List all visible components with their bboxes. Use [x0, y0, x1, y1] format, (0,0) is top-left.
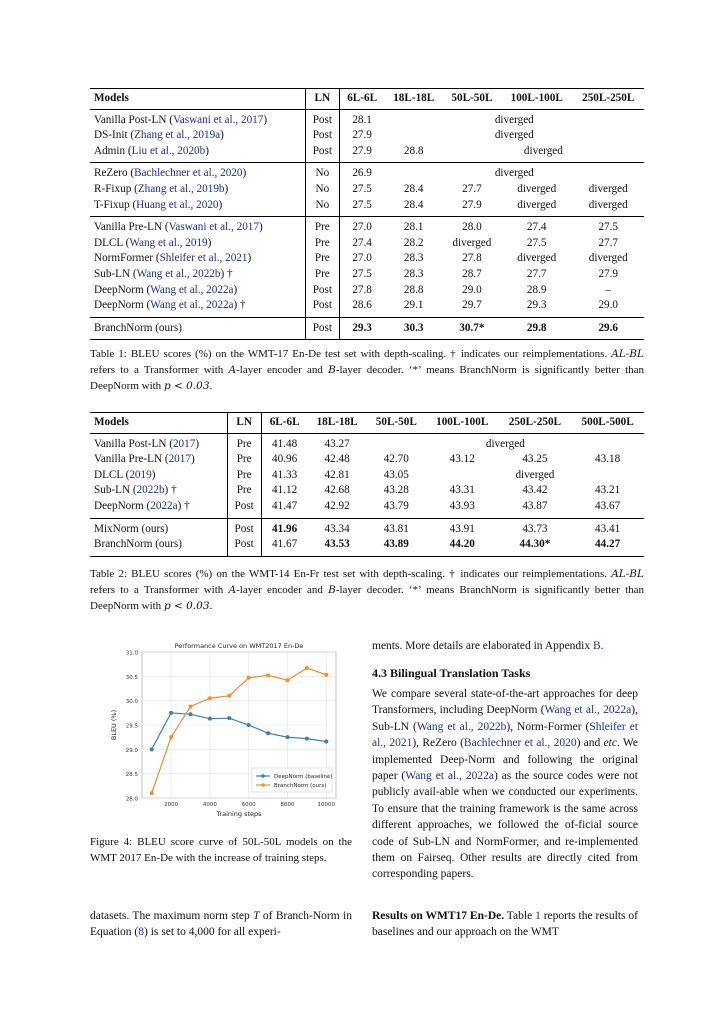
right-column-intro: ments. More details are elaborated in Appendix B. — [372, 640, 604, 652]
model-name-cell — [90, 198, 306, 217]
model-name-cell — [90, 109, 306, 128]
x-tick-label: 8000 — [280, 802, 295, 808]
column-header: LN — [227, 413, 261, 434]
score-cell: 43.28 — [383, 484, 409, 497]
data-point — [150, 791, 154, 795]
score-cell: 43.53 — [308, 537, 367, 556]
score-cell: 41.12 — [272, 484, 298, 497]
data-point — [150, 747, 154, 751]
model-name-suffix: ) — [258, 221, 263, 234]
model-name-suffix: ) † — [233, 299, 246, 312]
model-name-cell — [90, 433, 227, 452]
table-row — [90, 144, 644, 163]
model-name-cell — [90, 483, 227, 499]
data-point — [266, 731, 270, 735]
model-name-cell — [90, 144, 306, 163]
score-cell: diverged — [588, 252, 628, 265]
score-cell: 28.1 — [339, 109, 385, 128]
score-cell: diverged — [517, 182, 557, 195]
score-cell: 42.48 — [324, 453, 350, 466]
citation-link[interactable]: Zhang et al., 2019b — [137, 182, 225, 195]
score-cell: 27.5 — [352, 267, 372, 280]
ln-cell: Pre — [306, 236, 340, 252]
y-tick-label: 30.0 — [125, 699, 138, 706]
score-cell: 44.30* — [499, 537, 572, 556]
score-cell: 44.20 — [426, 537, 499, 556]
score-cell: 27.5 — [352, 198, 372, 211]
table-row — [90, 317, 644, 340]
model-name-suffix: ) — [263, 113, 268, 126]
legend-label: BranchNorm (ours) — [274, 783, 327, 789]
x-tick-label: 4000 — [202, 802, 217, 808]
data-point — [286, 678, 290, 682]
data-point — [208, 696, 212, 700]
score-cell: 27.5 — [352, 182, 372, 195]
model-name-suffix: ) — [207, 236, 212, 249]
table-row — [90, 452, 644, 468]
column-header: 6L-6L — [339, 89, 385, 110]
x-axis-label: Training steps — [216, 810, 262, 818]
table-row — [90, 518, 644, 537]
model-name-suffix: ) — [205, 144, 209, 157]
citation-link[interactable]: 2022a — [150, 499, 178, 512]
score-cell: 27.0 — [339, 217, 385, 236]
score-cell: 29.3 — [339, 317, 385, 340]
data-point — [305, 737, 309, 741]
model-name-suffix: ) — [190, 453, 195, 466]
model-name: DeepNorm ( — [94, 283, 151, 296]
model-name-cell — [90, 468, 227, 484]
model-name-suffix: ) † — [177, 499, 190, 512]
score-cell: 28.3 — [403, 267, 424, 280]
score-cell: 27.7 — [526, 267, 547, 280]
ln-cell: Pre — [227, 468, 261, 484]
score-cell: 42.68 — [324, 484, 350, 497]
model-name: MixNorm (ours) — [94, 522, 169, 535]
citation-link[interactable]: Bachlechner et al., 2020 — [463, 737, 577, 750]
table-row — [90, 163, 644, 182]
diverged-span-cell: diverged — [385, 163, 644, 182]
score-cell: 43.89 — [367, 537, 426, 556]
model-name: Vanilla Post-LN ( — [94, 113, 173, 126]
y-tick-label: 30.5 — [125, 674, 138, 681]
column-header: LN — [306, 89, 340, 110]
model-name-suffix: ) — [233, 283, 238, 296]
score-cell: 28.8 — [403, 283, 424, 296]
ln-cell: Pre — [306, 251, 340, 267]
y-tick-label: 28.5 — [125, 772, 138, 779]
data-point — [305, 666, 309, 670]
score-cell: 29.7 — [462, 299, 482, 312]
model-name-suffix: ) — [218, 198, 223, 211]
equation-link[interactable]: 8 — [138, 926, 144, 939]
ln-cell: Post — [306, 298, 340, 317]
model-name-suffix: ) — [195, 437, 200, 450]
score-cell: 28.4 — [403, 198, 424, 211]
score-cell: 43.21 — [595, 484, 621, 497]
model-name-cell — [90, 518, 227, 537]
model-name-suffix: ) † — [220, 267, 233, 280]
table-row — [90, 433, 644, 452]
score-cell: 27.8 — [462, 252, 482, 265]
data-point — [266, 673, 270, 677]
model-name-cell — [90, 537, 227, 556]
ln-cell: Post — [227, 537, 261, 556]
score-cell: 30.7* — [443, 317, 501, 340]
column-header: 250L-250L — [572, 89, 644, 110]
table-row — [90, 537, 644, 556]
legend-label: DeepNorm (baseline) — [274, 774, 333, 780]
y-tick-label: 29.5 — [125, 723, 138, 730]
score-cell: 43.81 — [367, 518, 426, 537]
ln-cell: Post — [306, 283, 340, 299]
table-row — [90, 251, 644, 267]
model-name: DLCL ( — [94, 236, 130, 249]
score-cell: 28.8 — [403, 144, 424, 157]
citation-link[interactable]: Wang et al., 2022b — [136, 267, 221, 280]
score-cell: 43.18 — [595, 453, 621, 466]
data-point — [227, 716, 231, 720]
column-header: 50L-50L — [367, 413, 426, 434]
table-link[interactable]: 1 — [535, 910, 541, 922]
score-cell: 43.91 — [426, 518, 499, 537]
score-cell: 27.7 — [462, 182, 482, 195]
model-name: DS-Init ( — [94, 129, 135, 142]
score-cell: 27.4 — [352, 236, 372, 249]
model-name-cell — [90, 298, 306, 317]
citation-link[interactable]: Zhang et al., 2019a — [134, 129, 221, 142]
score-cell: 41.96 — [261, 518, 307, 537]
citation-link[interactable]: Vaswani et al., 2017 — [168, 221, 259, 234]
citation-link[interactable]: Wang et al., 2019 — [129, 236, 208, 249]
citation-link[interactable]: Wang et al., 2022a — [405, 770, 494, 783]
appendix-link[interactable]: B — [593, 640, 601, 652]
model-name-suffix: ) — [224, 182, 229, 195]
score-cell: 27.9 — [462, 198, 482, 211]
citation-link[interactable]: Wang et al., 2022b — [416, 720, 507, 733]
ln-cell: Pre — [227, 433, 261, 452]
data-point — [189, 712, 193, 716]
model-name-suffix: ) — [247, 252, 252, 265]
data-point — [208, 717, 212, 721]
table-row — [90, 109, 644, 128]
table-row — [90, 298, 644, 317]
score-cell: 28.6 — [352, 299, 372, 312]
column-header: 50L-50L — [443, 89, 501, 110]
score-cell: 29.0 — [462, 283, 482, 296]
score-cell: 29.1 — [403, 299, 424, 312]
score-cell: 43.31 — [449, 484, 475, 497]
section-paragraph: We compare several state-of-the-art approaches for deep Transformers, including DeepNorm (Wang et al., 2022a), Sub-LN (Wang et al., 2022b), Norm-Former (Shleifer et al., 2021), ReZero (Bachlechner et al., 2020) and etc. We implemented Deep-Norm and following the original paper (Wang et al., 2022a) as the source codes were not publicly avail-able when we conducted our experiments. To ensure that the training framework is the same across different approaches, we followed the of-ficial source code of Sub-LN and NormFormer, and re-implemented them on Fairseq. Other results are directly cited from corresponding papers. — [372, 688, 638, 881]
model-name-cell — [90, 236, 306, 252]
model-name: Vanilla Pre-LN ( — [94, 221, 169, 234]
data-point — [189, 705, 193, 709]
y-tick-label: 28.0 — [125, 796, 138, 803]
ln-cell: Post — [227, 518, 261, 537]
table-row — [90, 483, 644, 499]
diverged-span-cell: diverged — [515, 468, 555, 481]
ln-cell: Post — [227, 499, 261, 518]
model-name: Vanilla Pre-LN ( — [94, 453, 169, 466]
column-header: 100L-100L — [426, 413, 499, 434]
model-name: NormFormer ( — [94, 252, 160, 265]
table-row — [90, 198, 644, 217]
score-cell: 41.67 — [261, 537, 307, 556]
citation-link[interactable]: 2019 — [129, 468, 152, 481]
citation-link[interactable]: Wang et al., 2022a — [544, 704, 632, 717]
y-tick-label: 29.0 — [125, 747, 138, 754]
data-point — [324, 673, 328, 677]
model-name: Admin ( — [94, 144, 132, 157]
column-header: 500L-500L — [571, 413, 644, 434]
citation-link[interactable]: 2022b — [136, 484, 165, 497]
score-cell: 26.9 — [339, 163, 385, 182]
table-row — [90, 468, 644, 484]
score-cell: diverged — [588, 198, 628, 211]
ln-cell: No — [306, 198, 340, 217]
results-heading: Results on WMT17 En-De. — [372, 910, 505, 922]
column-header: 18L-18L — [385, 89, 443, 110]
model-name-cell — [90, 267, 306, 283]
ln-cell: Post — [306, 144, 340, 163]
model-name: T-Fixup ( — [94, 198, 137, 211]
y-axis-label: BLEU (%) — [110, 709, 118, 741]
citation-link[interactable]: 2017 — [172, 437, 196, 450]
model-name-cell — [90, 317, 306, 340]
citation-link[interactable]: 2017 — [168, 453, 191, 466]
table-header-row — [90, 413, 644, 434]
model-name: BranchNorm (ours) — [94, 321, 182, 334]
x-tick-label: 2000 — [164, 802, 179, 808]
model-name: DeepNorm ( — [94, 499, 151, 512]
score-cell: 28.1 — [385, 217, 443, 236]
score-cell: 42.81 — [324, 468, 350, 481]
citation-link[interactable]: Liu et al., 2020b — [131, 144, 206, 157]
score-cell: diverged — [452, 236, 492, 249]
score-cell: 30.3 — [385, 317, 443, 340]
score-cell: 29.3 — [526, 299, 547, 312]
score-cell: 27.8 — [352, 283, 372, 296]
column-header: 18L-18L — [308, 413, 367, 434]
citation-link[interactable]: Huang et al., 2020 — [136, 198, 219, 211]
model-name: Sub-LN ( — [94, 267, 137, 280]
left-column-paragraph: datasets. The maximum norm step T of Branch-Norm in Equation (8) is set to 4,000 for all experi- — [90, 910, 352, 939]
score-cell: 43.25 — [522, 453, 548, 466]
score-cell: – — [605, 283, 612, 296]
table-row — [90, 499, 644, 518]
model-name-cell — [90, 128, 306, 144]
score-cell: 43.67 — [595, 499, 621, 512]
legend-marker — [261, 783, 265, 787]
table-row — [90, 267, 644, 283]
ln-cell: Post — [306, 109, 340, 128]
legend-marker — [261, 774, 265, 778]
score-cell: diverged — [517, 198, 557, 211]
score-cell: 43.87 — [522, 499, 548, 512]
x-tick-label: 6000 — [241, 802, 256, 808]
score-cell: 41.48 — [261, 433, 307, 452]
diverged-span-cell: diverged — [367, 433, 644, 452]
score-cell: 27.4 — [501, 217, 572, 236]
score-cell: 28.7 — [462, 267, 482, 280]
citation-link[interactable]: Shleifer et al., 2021 — [372, 720, 638, 750]
score-cell: 27.9 — [352, 129, 372, 142]
ln-cell: Post — [306, 317, 340, 340]
model-name-cell — [90, 452, 227, 468]
score-cell: diverged — [517, 252, 557, 265]
model-name-cell — [90, 217, 306, 236]
table-2-caption: Table 2: BLEU scores (%) on the WMT-14 En-Fr test set with depth-scaling. † indicates our reimplementations. AL-BL refers to a Transformer with A-layer encoder and B-layer decoder. ‘*’ means BranchNorm is significantly better than DeepNorm with p < 0.03. — [90, 568, 645, 612]
data-point — [169, 735, 173, 739]
column-header: Models — [90, 413, 227, 434]
score-cell: 42.92 — [324, 499, 350, 512]
data-point — [247, 723, 251, 727]
citation-link[interactable]: Vaswani et al., 2017 — [172, 113, 264, 126]
score-cell: 27.9 — [352, 144, 372, 157]
column-header: 6L-6L — [261, 413, 307, 434]
column-header: Models — [90, 89, 306, 110]
score-cell: 43.93 — [449, 499, 475, 512]
citation-link[interactable]: Wang et al., 2022a — [150, 299, 234, 312]
score-cell: 41.47 — [272, 499, 298, 512]
data-point — [324, 740, 328, 744]
score-cell: 41.33 — [272, 468, 298, 481]
figure-4-chart — [90, 638, 352, 828]
score-cell: 29.8 — [501, 317, 572, 340]
column-header: 250L-250L — [499, 413, 572, 434]
score-cell: 28.4 — [403, 182, 424, 195]
table-1-caption: Table 1: BLEU scores (%) on the WMT-17 En-De test set with depth-scaling. † indicates our reimplementations. AL-BL refers to a Transformer with A-layer encoder and B-layer decoder. ‘*’ means BranchNorm is significantly better than DeepNorm with p < 0.03. — [90, 348, 645, 392]
ln-cell: Pre — [306, 217, 340, 236]
score-cell: 43.41 — [571, 518, 644, 537]
table-2 — [90, 412, 644, 557]
ln-cell: Pre — [227, 483, 261, 499]
ln-cell: No — [306, 163, 340, 182]
y-tick-label: 31.0 — [125, 650, 138, 657]
score-cell: 27.9 — [598, 267, 619, 280]
score-cell: 27.0 — [352, 252, 372, 265]
score-cell: 44.27 — [571, 537, 644, 556]
model-name-cell — [90, 182, 306, 198]
score-cell: 43.12 — [449, 453, 475, 466]
table-header-row — [90, 89, 644, 110]
table-row — [90, 128, 644, 144]
model-name-suffix: ) † — [164, 484, 177, 497]
data-point — [247, 676, 251, 680]
score-cell: 28.0 — [443, 217, 501, 236]
table-1 — [90, 88, 644, 340]
figure-4-caption: Figure 4: BLEU score curve of 50L-50L models on the WMT 2017 En-De with the increase of training steps. — [90, 836, 352, 864]
score-cell: 43.79 — [383, 499, 409, 512]
model-name: BranchNorm (ours) — [94, 538, 182, 551]
score-cell: 42.70 — [383, 453, 409, 466]
column-header: 100L-100L — [501, 89, 572, 110]
ln-cell: Post — [306, 128, 340, 144]
table-row — [90, 283, 644, 299]
chart-title: Performance Curve on WMT2017 En-De — [174, 642, 304, 650]
score-cell: 43.27 — [308, 433, 367, 452]
model-name-suffix: ) — [151, 468, 156, 481]
citation-link[interactable]: Bachlechner et al., 2020 — [134, 167, 243, 180]
citation-link[interactable]: Shleifer et al., 2021 — [159, 252, 248, 265]
score-cell: 28.2 — [403, 236, 424, 249]
diverged-span-cell: diverged — [494, 129, 534, 142]
model-name-suffix: ) — [242, 167, 247, 180]
model-name-cell — [90, 499, 227, 518]
model-name-cell — [90, 283, 306, 299]
model-name: Sub-LN ( — [94, 484, 137, 497]
score-cell: 43.42 — [522, 484, 548, 497]
score-cell: 27.7 — [598, 236, 619, 249]
score-cell: 27.5 — [572, 217, 644, 236]
ln-cell: Pre — [306, 267, 340, 283]
ln-cell: Pre — [227, 452, 261, 468]
model-name-cell — [90, 163, 306, 182]
model-name: DeepNorm ( — [94, 299, 151, 312]
score-cell: 43.73 — [499, 518, 572, 537]
data-point — [286, 735, 290, 739]
data-point — [227, 694, 231, 698]
x-tick-label: 10000 — [317, 802, 336, 808]
model-name: R-Fixup ( — [94, 182, 138, 195]
model-name: ReZero ( — [94, 167, 135, 180]
section-heading: 4.3 Bilingual Translation Tasks — [372, 666, 531, 680]
score-cell: 29.6 — [572, 317, 644, 340]
diverged-span-cell: diverged — [523, 144, 563, 157]
table-row — [90, 217, 644, 236]
score-cell: 27.5 — [526, 236, 547, 249]
score-cell: 28.3 — [403, 252, 424, 265]
results-paragraph: Results on WMT17 En-De. Table 1 reports the results of baselines and our approach on the WMT — [372, 910, 638, 939]
score-cell: diverged — [588, 182, 628, 195]
table-row — [90, 236, 644, 252]
model-name: DLCL ( — [94, 468, 130, 481]
model-name-cell — [90, 251, 306, 267]
model-name: Vanilla Post-LN ( — [94, 437, 173, 450]
score-cell: 43.05 — [383, 468, 409, 481]
citation-link[interactable]: Wang et al., 2022a — [150, 283, 234, 296]
table-row — [90, 182, 644, 198]
diverged-span-cell: diverged — [385, 109, 644, 128]
score-cell: 28.9 — [526, 283, 547, 296]
score-cell: 29.0 — [598, 299, 619, 312]
ln-cell: No — [306, 182, 340, 198]
data-point — [169, 711, 173, 715]
score-cell: 40.96 — [272, 453, 298, 466]
score-cell: 43.34 — [308, 518, 367, 537]
model-name-suffix: ) — [220, 129, 224, 142]
